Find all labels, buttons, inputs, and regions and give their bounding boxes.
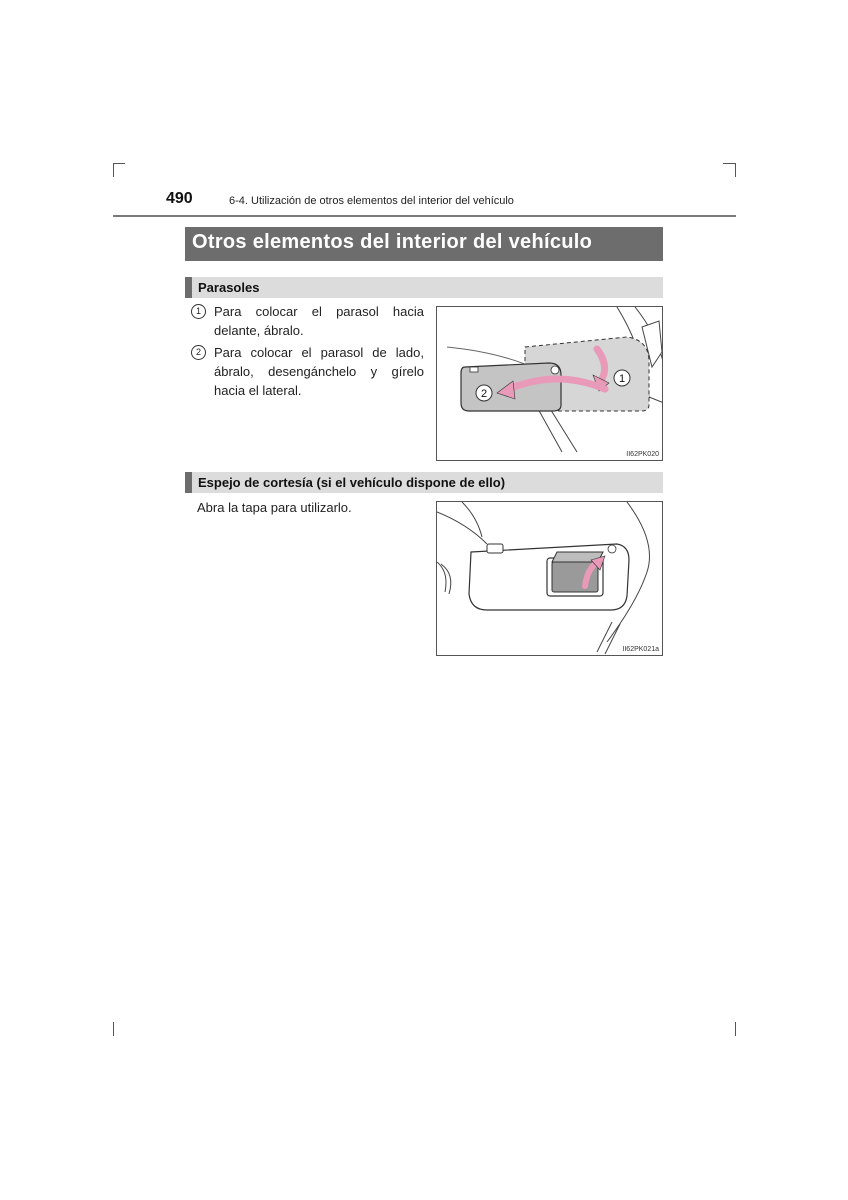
step-number: 1 <box>191 304 206 319</box>
step-number: 2 <box>191 345 206 360</box>
step-text: Para colocar el parasol de lado, ábralo, desengánchelo y gírelo hacia el lateral. <box>214 345 424 398</box>
crop-mark <box>735 1022 736 1036</box>
section-heading-vanity-mirror: Espejo de cortesía (si el vehículo dispone de ello) <box>185 472 663 493</box>
step-text: Para colocar el parasol hacia delante, ábralo. <box>214 304 424 338</box>
page-number: 490 <box>166 190 193 207</box>
crop-mark <box>735 163 736 177</box>
vanity-mirror-drawing <box>437 502 663 656</box>
page-title: Otros elementos del interior del vehículo <box>185 227 663 261</box>
sun-visor-drawing <box>437 307 663 461</box>
section-heading-parasoles: Parasoles <box>185 277 663 298</box>
vanity-mirror-illustration <box>436 501 663 656</box>
crop-mark <box>113 163 114 177</box>
callout-2: 2 <box>480 388 488 400</box>
body-text: Abra la tapa para utilizarlo. <box>197 500 352 515</box>
callout-1: 1 <box>618 373 626 385</box>
figure-code: II62PK020 <box>626 451 659 458</box>
step-1 <box>191 302 424 340</box>
crop-mark <box>723 163 735 164</box>
running-header: 6-4. Utilización de otros elementos del interior del vehículo <box>229 195 514 207</box>
crop-mark <box>113 163 125 164</box>
figure-code: II62PK021a <box>622 646 659 653</box>
header-rule <box>113 215 736 217</box>
crop-mark <box>113 1022 114 1036</box>
step-2 <box>191 343 424 400</box>
sun-visor-illustration <box>436 306 663 461</box>
